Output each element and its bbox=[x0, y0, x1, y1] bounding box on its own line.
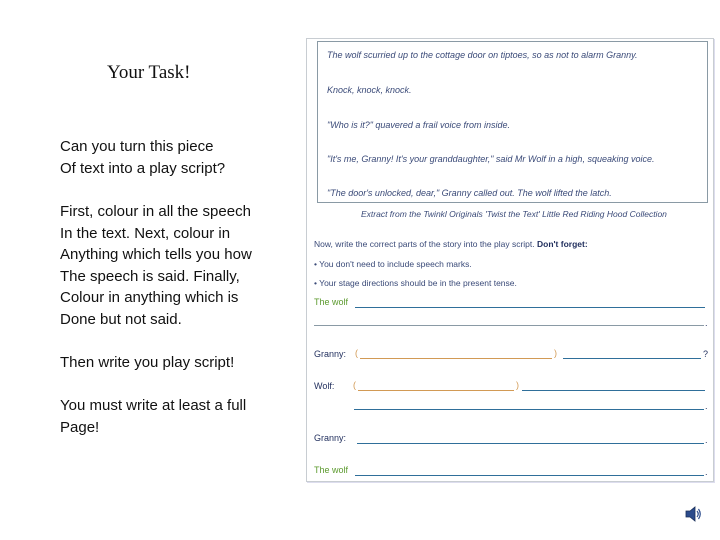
script-label-wolf: The wolf bbox=[314, 297, 349, 307]
story-text-box bbox=[317, 41, 708, 203]
stage-direction-close-paren: ) bbox=[554, 348, 557, 358]
line-end-period: . bbox=[705, 401, 708, 411]
instruction-line: Page! bbox=[60, 418, 100, 436]
instruction-paragraph-1 bbox=[60, 136, 225, 179]
writing-line bbox=[355, 307, 705, 308]
story-line: "The door's unlocked, dear," Granny called out. The wolf lifted the latch. bbox=[327, 188, 612, 198]
writing-line bbox=[563, 358, 701, 359]
instruction-line: Done but not said. bbox=[60, 310, 182, 328]
stage-direction-open-paren: ( bbox=[353, 380, 356, 390]
writing-line bbox=[354, 409, 704, 410]
speaker-icon[interactable] bbox=[684, 505, 702, 528]
story-line: Knock, knock, knock. bbox=[327, 85, 412, 95]
instruction-paragraph-4 bbox=[60, 395, 246, 438]
script-label-wolf: The wolf bbox=[314, 465, 349, 475]
writing-line bbox=[357, 443, 704, 444]
stage-direction-line bbox=[360, 358, 552, 359]
question-mark: ? bbox=[703, 349, 709, 359]
task-title: Your Task! bbox=[107, 62, 191, 83]
stage-direction-open-paren: ( bbox=[355, 348, 358, 358]
instruction-line: Can you turn this piece bbox=[60, 138, 214, 155]
instruction-paragraph-2 bbox=[60, 201, 252, 330]
now-write-text: Now, write the correct parts of the story into the play script. bbox=[314, 239, 535, 249]
instruction-line: Colour in anything which is bbox=[60, 289, 239, 306]
bullet-speech-marks: • You don't need to include speech marks. bbox=[314, 259, 472, 269]
line-end-period: . bbox=[705, 318, 708, 328]
line-end-period: . bbox=[705, 467, 708, 477]
script-label-granny: Granny: bbox=[314, 433, 347, 443]
writing-line bbox=[314, 325, 704, 326]
instruction-line: Then write you play script! bbox=[60, 354, 235, 371]
stage-direction-line bbox=[358, 390, 514, 391]
writing-line bbox=[522, 390, 705, 391]
story-line: "Who is it?" quavered a frail voice from inside. bbox=[327, 120, 510, 130]
instruction-line: Of text into a play script? bbox=[60, 159, 226, 177]
instruction-line: You must write at least a full bbox=[60, 397, 247, 414]
dont-forget-text: Don't forget: bbox=[537, 239, 588, 249]
story-line: "It's me, Granny! It's your granddaughter," said Mr Wolf in a high, squeaking voice. bbox=[327, 154, 655, 164]
bullet-present-tense: • Your stage directions should be in the present tense. bbox=[314, 278, 517, 288]
script-label-granny: Granny: bbox=[314, 349, 347, 359]
instruction-paragraph-3 bbox=[60, 352, 234, 374]
instruction-line: The speech is said. Finally, bbox=[60, 267, 240, 285]
script-label-wolf: Wolf: bbox=[314, 381, 335, 391]
stage-direction-close-paren: ) bbox=[516, 380, 519, 390]
worksheet-image bbox=[306, 38, 714, 482]
story-line: The wolf scurried up to the cottage door on tiptoes, so as not to alarm Granny. bbox=[327, 50, 638, 60]
instruction-line: In the text. Next, colour in bbox=[60, 224, 231, 242]
extract-caption: Extract from the Twinkl Originals 'Twist the Text' Little Red Riding Hood Collection bbox=[361, 209, 667, 219]
instruction-line: First, colour in all the speech bbox=[60, 203, 251, 220]
worksheet-instruction bbox=[314, 239, 588, 249]
writing-line bbox=[355, 475, 704, 476]
instruction-line: Anything which tells you how bbox=[60, 246, 252, 263]
line-end-period: . bbox=[705, 435, 708, 445]
